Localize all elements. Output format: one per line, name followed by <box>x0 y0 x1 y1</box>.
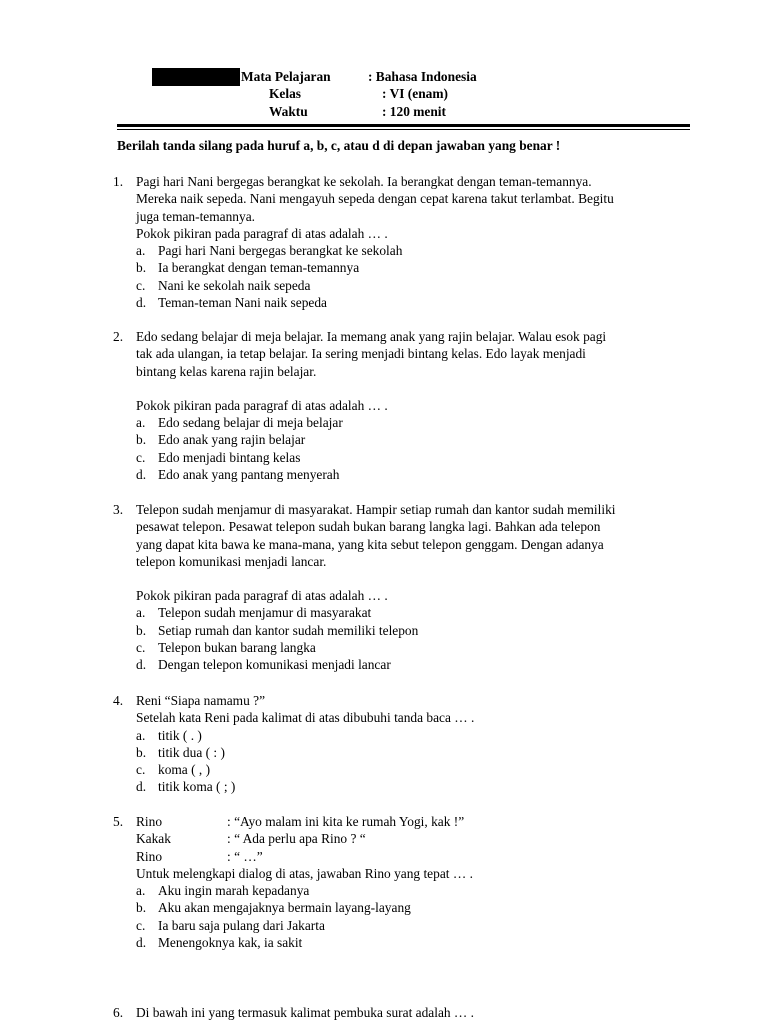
passage-line: yang dapat kita bawa ke mana-mana, yang kita sebut telepon genggam. Dengan adanya <box>136 536 604 552</box>
question-prompt: Pokok pikiran pada paragraf di atas adalah … . <box>136 588 388 604</box>
answer-option-a[interactable]: a. Aku ingin marah kepadanya <box>136 883 310 899</box>
answer-option-b[interactable]: b. titik dua ( : ) <box>136 744 225 760</box>
dialog-line <box>136 813 690 830</box>
answer-option-b[interactable]: b. Ia berangkat dengan teman-temannya <box>136 260 360 276</box>
passage-line: tak ada ulangan, ia tetap belajar. Ia sering menjadi bintang kelas. Edo layak menjadi <box>136 346 586 362</box>
dialog-speaker: Rino <box>136 848 163 864</box>
question-number: 4. <box>113 693 124 708</box>
redaction-bar <box>152 68 240 86</box>
answer-option-a[interactable]: a. Pagi hari Nani bergegas berangkat ke sekolah <box>136 243 403 259</box>
question-number: 2. <box>113 329 124 344</box>
answer-option-a[interactable]: a. Telepon sudah menjamur di masyarakat <box>136 605 372 621</box>
question-prompt: Untuk melengkapi dialog di atas, jawaban Rino yang tepat … . <box>136 865 473 881</box>
question-prompt: Pokok pikiran pada paragraf di atas adalah … . <box>136 397 388 413</box>
answer-option-d[interactable]: d. titik koma ( ; ) <box>136 779 236 795</box>
question-5 <box>113 813 690 951</box>
question-1 <box>113 173 690 311</box>
answer-option-b[interactable]: b. Setiap rumah dan kantor sudah memiliki telepon <box>136 622 419 638</box>
class-label: Kelas <box>269 86 301 101</box>
answer-option-c[interactable]: c. Ia baru saja pulang dari Jakarta <box>136 917 325 933</box>
passage-line: Reni “Siapa namamu ?” <box>136 693 266 708</box>
dialog-text: : “ …” <box>227 848 263 864</box>
answer-option-c[interactable]: c. Edo menjadi bintang kelas <box>136 449 301 465</box>
question-prompt: Di bawah ini yang termasuk kalimat pembuka surat adalah … . <box>136 1005 475 1020</box>
answer-option-b[interactable]: b. Edo anak yang rajin belajar <box>136 432 306 448</box>
time-label: Waktu <box>269 104 308 119</box>
answer-option-b[interactable]: b. Aku akan mengajaknya bermain layang-layang <box>136 900 411 916</box>
question-number: 6. <box>113 1005 124 1020</box>
subject-value: : Bahasa Indonesia <box>368 69 477 84</box>
dialog-text: : “Ayo malam ini kita ke rumah Yogi, kak !” <box>227 814 465 829</box>
answer-option-c[interactable]: c. Telepon bukan barang langka <box>136 640 316 656</box>
subject-label: Mata Pelajaran <box>241 69 331 84</box>
dialog-speaker: Kakak <box>136 831 171 847</box>
passage-line: Pagi hari Nani bergegas berangkat ke sekolah. Ia berangkat dengan teman-temannya. <box>136 174 592 189</box>
question-number: 1. <box>113 174 124 189</box>
answer-option-a[interactable]: a. Edo sedang belajar di meja belajar <box>136 415 343 431</box>
passage-line: juga teman-temannya. <box>136 208 255 224</box>
passage-line: pesawat telepon. Pesawat telepon sudah bukan barang langka lagi. Bahkan ada telepon <box>136 519 601 535</box>
passage-line: Edo sedang belajar di meja belajar. Ia memang anak yang rajin belajar. Walau esok pagi <box>136 329 607 344</box>
question-4 <box>113 692 690 796</box>
passage-line: Telepon sudah menjamur di masyarakat. Hampir setiap rumah dan kantor sudah memiliki <box>136 502 616 517</box>
answer-option-d[interactable]: d. Edo anak yang pantang menyerah <box>136 467 340 483</box>
answer-option-d[interactable]: d. Menengoknya kak, ia sakit <box>136 935 303 951</box>
answer-option-d[interactable]: d. Teman-teman Nani naik sepeda <box>136 295 327 311</box>
question-prompt: Pokok pikiran pada paragraf di atas adalah … . <box>136 225 388 241</box>
answer-option-c[interactable]: c. Nani ke sekolah naik sepeda <box>136 277 311 293</box>
passage-line: telepon komunikasi menjadi lancar. <box>136 553 327 569</box>
passage-line: Mereka naik sepeda. Nani mengayuh sepeda dengan cepat karena takut terlambat. Begitu <box>136 191 614 207</box>
dialog-text: : “ Ada perlu apa Rino ? “ <box>227 831 366 847</box>
dialog-line <box>136 830 690 847</box>
question-number: 3. <box>113 502 124 517</box>
dialog-line <box>136 848 690 865</box>
class-value: : VI (enam) <box>382 86 448 101</box>
question-6 <box>113 1004 690 1021</box>
answer-option-a[interactable]: a. titik ( . ) <box>136 727 202 743</box>
question-number: 5. <box>113 814 124 829</box>
question-3 <box>113 501 690 674</box>
question-prompt: Setelah kata Reni pada kalimat di atas dibubuhi tanda baca … . <box>136 710 475 726</box>
answer-option-d[interactable]: d. Dengan telepon komunikasi menjadi lancar <box>136 657 391 673</box>
time-value: : 120 menit <box>382 104 446 119</box>
header-rule-thin <box>117 129 690 130</box>
header-rule-thick <box>117 124 690 127</box>
instruction: Berilah tanda silang pada huruf a, b, c, atau d di depan jawaban yang benar ! <box>117 138 561 153</box>
question-2 <box>113 328 690 483</box>
answer-option-c[interactable]: c. koma ( , ) <box>136 762 211 778</box>
passage-line: bintang kelas karena rajin belajar. <box>136 363 317 379</box>
dialog-speaker: Rino <box>136 814 163 829</box>
